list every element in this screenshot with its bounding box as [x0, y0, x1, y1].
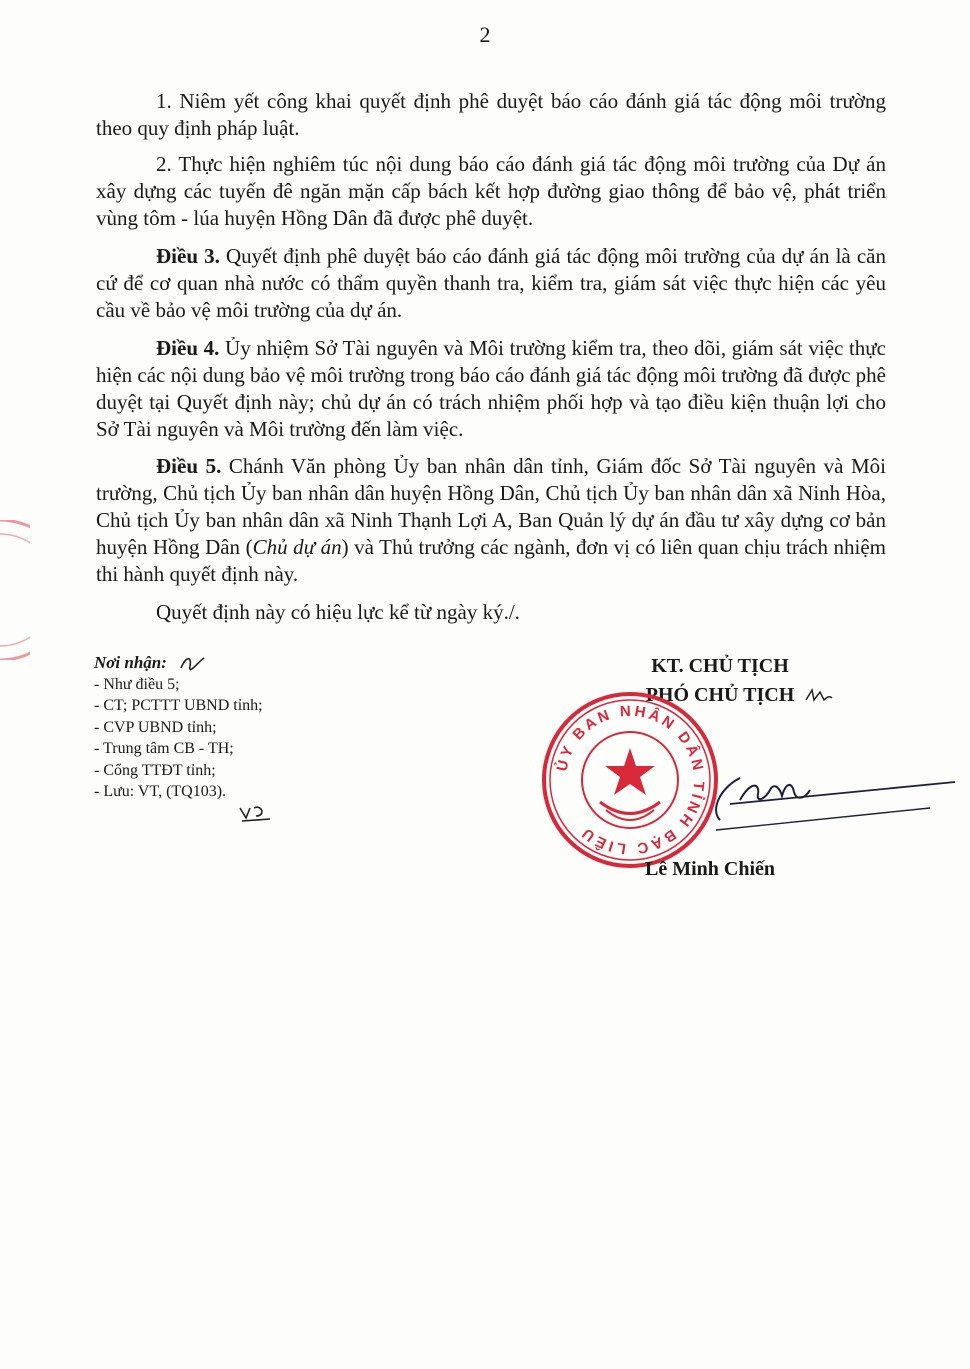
- effective-clause: Quyết định này có hiệu lực kể từ ngày ký./.: [156, 600, 520, 624]
- paragraph-2: 2. Thực hiện nghiêm túc nội dung báo cáo đánh giá tác động môi trường của Dự án xây dựng các tuyến đê ngăn mặn cấp bách kết hợp đường giao thông để bảo vệ, phát triển vùng tôm - lúa huyện Hồng Dân đã được phê duyệt.: [96, 152, 886, 230]
- recipient-item: - CVP UBND tỉnh;: [94, 718, 217, 736]
- handwritten-signature: [700, 760, 960, 840]
- handwritten-initial-mark: [236, 802, 276, 824]
- official-seal-stamp: [540, 690, 720, 870]
- article-3-label: Điều 3.: [156, 244, 220, 268]
- seal-text: ỦY BAN NHÂN DÂN TỈNH BẠC LIÊU: [553, 702, 708, 858]
- article-4-text: Ủy nhiệm Sở Tài nguyên và Môi trường kiểm tra, theo dõi, giám sát việc thực hiện các nội dung bảo vệ môi trường trong báo cáo đánh giá tác động môi trường đã được phê duyệt tại Quyết định này; chủ dự án có trách nhiệm phối hợp và tạo điều kiện thuận lợi cho Sở Tài nguyên và Môi trường đến làm việc.: [96, 336, 887, 441]
- recipient-item: - Như điều 5;: [94, 675, 180, 693]
- article-5: [96, 453, 886, 588]
- article-3: [96, 243, 886, 324]
- paragraph-1: 1. Niêm yết công khai quyết định phê duyệt báo cáo đánh giá tác động môi trường theo quy định pháp luật.: [96, 89, 886, 140]
- article-5-italic: Chủ dự án: [252, 535, 342, 559]
- partial-seal-edge: [0, 520, 30, 660]
- handwritten-initial-mark: [178, 652, 208, 674]
- recipient-item: - CT; PCTTT UBND tỉnh;: [94, 697, 263, 714]
- recipient-item: - Cổng TTĐT tỉnh;: [94, 761, 216, 779]
- recipient-item: - Trung tâm CB - TH;: [94, 740, 234, 757]
- recipients-title: Nơi nhận:: [94, 653, 167, 672]
- recipient-item: - Lưu: VT, (TQ103).: [94, 783, 227, 800]
- article-3-text: Quyết định phê duyệt báo cáo đánh giá tác động môi trường của dự án là căn cứ để cơ quan nhà nước có thẩm quyền thanh tra, kiểm tra, giám sát việc thực hiện các yêu cầu về bảo vệ môi trường của dự án.: [96, 244, 887, 322]
- signature-line-1: KT. CHỦ TỊCH: [651, 655, 789, 677]
- article-5-label: Điều 5.: [156, 454, 222, 478]
- article-5-text-b: ) và Thủ trưởng các ngành, đơn vị có liên quan chịu trách nhiệm thi hành quyết định này.: [96, 535, 886, 586]
- article-4: [96, 335, 886, 443]
- article-4-label: Điều 4.: [156, 336, 220, 360]
- article-5-text-a: Chánh Văn phòng Ủy ban nhân dân tỉnh, Giám đốc Sở Tài nguyên và Môi trường, Chủ tịch Ủy ban nhân dân huyện Hồng Dân, Chủ tịch Ủy ban nhân dân xã Ninh Hòa, Chủ tịch Ủy ban nhân dân xã Ninh Thạnh Lợi A, Ban Quản lý dự án đầu tư xây dựng cơ bản huyện Hồng Dân (: [96, 454, 886, 559]
- page-number: 2: [479, 22, 491, 47]
- signature-line-2: PHÓ CHỦ TỊCH: [645, 684, 795, 706]
- recipients-block: [94, 652, 394, 803]
- signer-name: Lê Minh Chiến: [645, 858, 776, 880]
